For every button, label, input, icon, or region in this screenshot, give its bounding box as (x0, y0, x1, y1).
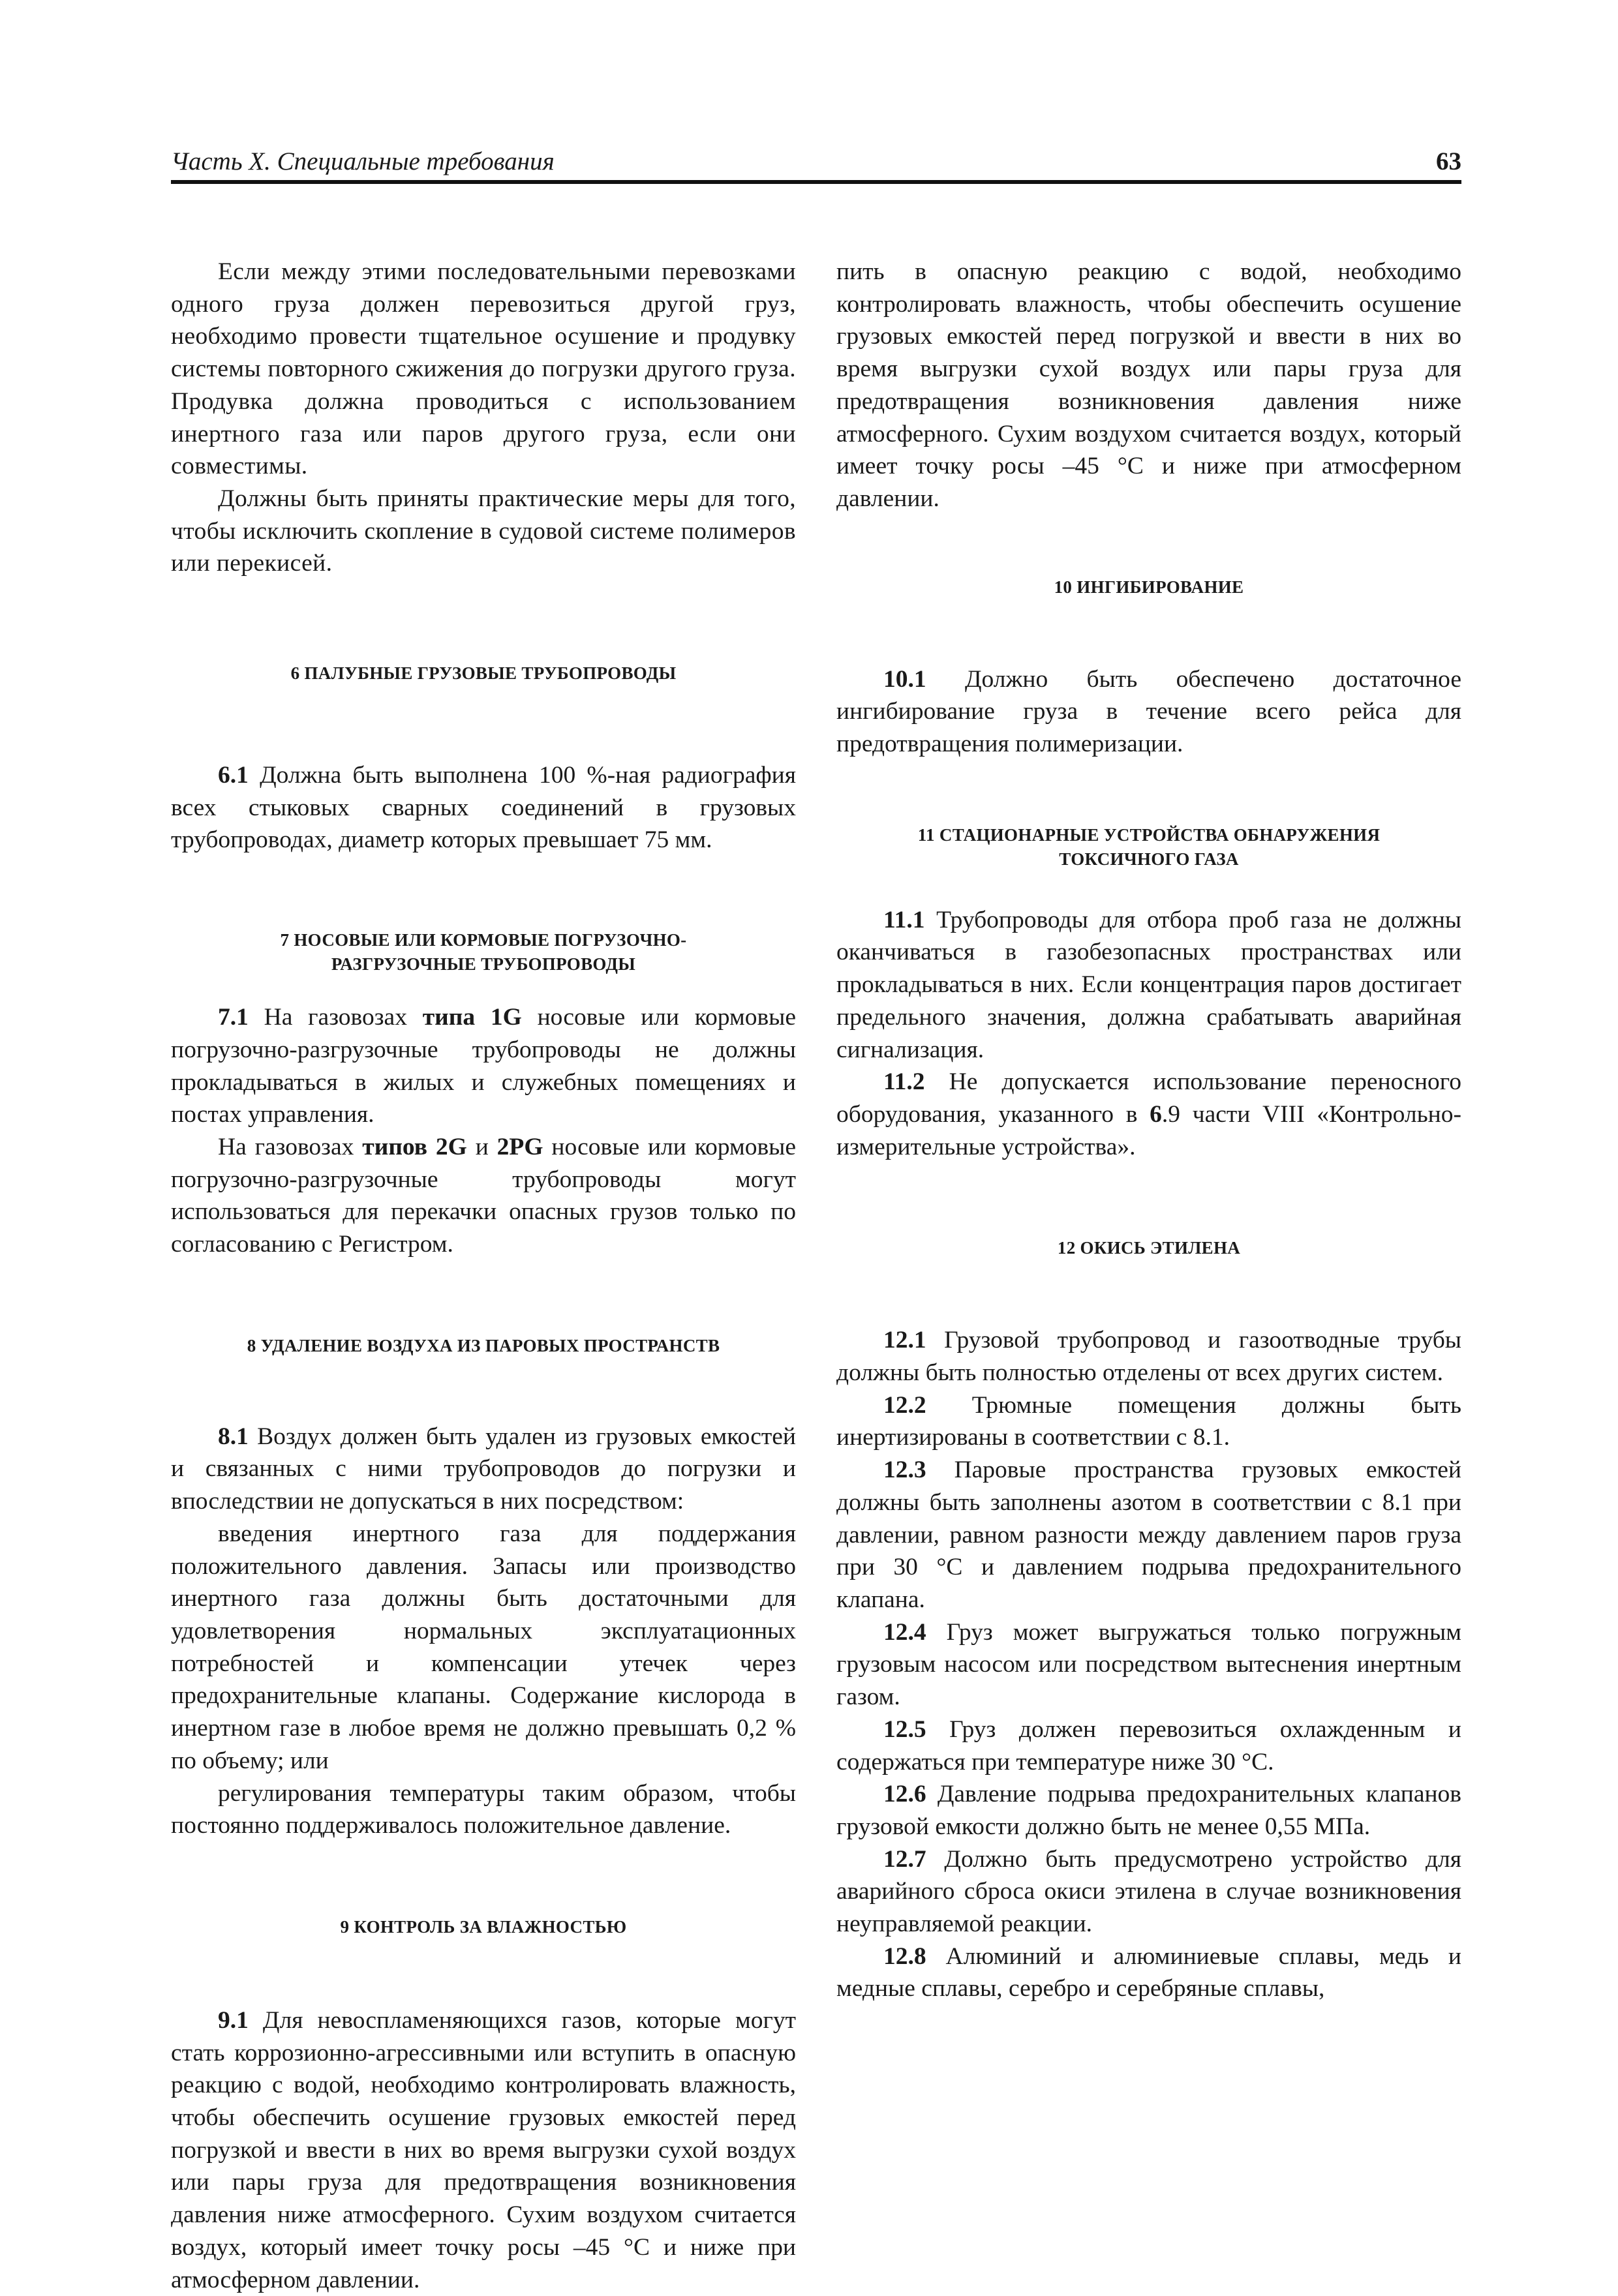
list-item: 12.7 Должно быть предусмотрено устройство для аварийного сброса окиси этилена в случае возникновения неуправляемой реакции. (836, 1845, 1461, 1938)
paragraph: 10.1 Должно быть обеспечено достаточное ингибирование груза в течение всего рейса для предотвращения полимеризации. (836, 665, 1461, 758)
section-heading: 11 СТАЦИОНАРНЫЕ УСТРОЙСТВА ОБНАРУЖЕНИЯ ТОКСИЧНОГО ГАЗА (917, 824, 1381, 869)
section-heading: 7 НОСОВЫЕ ИЛИ КОРМОВЫЕ ПОГРУЗОЧНО- РАЗГРУЗОЧНЫЕ ТРУБОПРОВОДЫ (280, 930, 687, 974)
running-header (171, 145, 1461, 184)
paragraph: На газовозах типов 2G и 2PG носовые или кормовые погрузочно-разгрузочные трубопроводы могут использоваться для перекачки опасных грузов только по согласованию с Регистром. (171, 1133, 796, 1258)
list-item: 12.4 Груз может выгружаться только погружным грузовым насосом или посредством вытеснения инертным газом. (836, 1618, 1461, 1711)
list-item: 12.2 Трюмные помещения должны быть инертизированы в соответствии с 8.1. (836, 1391, 1461, 1451)
paragraph: Должны быть приняты практические меры для того, чтобы исключить скопление в судовой системе полимеров или перекисей. (171, 485, 796, 577)
paragraph: 8.1 Воздух должен быть удален из грузовых емкостей и связанных с ними трубопроводов до погрузки и впоследствии не допускаться в них посредством: (171, 1423, 796, 1515)
paragraph: 11.2 Не допускается использование переносного оборудования, указанного в 6.9 части VIII «Контрольно-измерительные устройства». (836, 1068, 1461, 1160)
section-heading: 12 ОКИСЬ ЭТИЛЕНА (1057, 1238, 1241, 1258)
paragraph: 11.1 Трубопроводы для отбора проб газа не должны оканчиваться в газобезопасных пространствах или прокладываться в них. Если концентрация паров достигает предельного значения, должна срабатывать аварийная сигнализация. (836, 906, 1461, 1063)
running-title: Часть X. Специальные требования (171, 147, 555, 175)
section-12-items (836, 1324, 1461, 2005)
list-item: 12.8 Алюминий и алюминиевые сплавы, медь и медные сплавы, серебро и серебряные сплавы, (836, 1942, 1461, 2002)
paragraph: 7.1 На газовозах типа 1G носовые или кормовые погрузочно-разгрузочные трубопроводы не должны прокладываться в жилых и служебных помещениях и постах управления. (171, 1004, 796, 1128)
page-number: 63 (1436, 147, 1461, 175)
list-item: 12.3 Паровые пространства грузовых емкостей должны быть заполнены азотом в соответствии с 8.1 при давлении, равном разности между давлением паров груза при 30 °С и давлением подрыва предохранительного клапана. (836, 1457, 1461, 1613)
paragraph: 6.1 Должна быть выполнена 100 %-ная радиография всех стыковых сварных соединений в грузовых трубопроводах, диаметр которых превышает 75 мм. (171, 762, 796, 854)
list-item: 12.1 Грузовой трубопровод и газоотводные трубы должны быть полностью отделены от всех других систем. (836, 1327, 1461, 1387)
paragraph: пить в опасную реакцию с водой, необходимо контролировать влажность, чтобы обеспечить осушение грузовых емкостей перед погрузкой и ввести в них во время выгрузки сухой воздух или пары груза для предотвращения возникновения давления ниже атмосферного. Сухим воздухом считается воздух, который имеет точку росы –45 °С и ниже при атмосферном давлении. (836, 258, 1461, 512)
section-heading: 8 УДАЛЕНИЕ ВОЗДУХА ИЗ ПАРОВЫХ ПРОСТРАНСТВ (247, 1335, 720, 1355)
left-column (171, 256, 796, 2293)
paragraph: введения инертного газа для поддержания положительного давления. Запасы или производство инертного газа должны быть достаточными для удовлетворения нормальных эксплуатационных потребностей и компенсации утечек через предохранительные клапаны. Содержание кислорода в инертном газе в любое время не должно превышать 0,2 % по объему; или (171, 1520, 796, 1774)
right-column (836, 256, 1461, 2005)
paragraph: 9.1 Для невоспламеняющихся газов, которые могут стать коррозионно-агрессивными или вступить в опасную реакцию с водой, необходимо контролировать влажность, чтобы обеспечить осушение грузовых емкостей перед погрузкой и ввести в них во время выгрузки сухой воздух или пары груза для предотвращения возникновения давления ниже атмосферного. Сухим воздухом считается воздух, который имеет точку росы –45 °С и ниже при атмосферном давлении. (171, 2006, 796, 2293)
section-heading: 9 КОНТРОЛЬ ЗА ВЛАЖНОСТЬЮ (340, 1916, 627, 1937)
section-heading: 6 ПАЛУБНЫЕ ГРУЗОВЫЕ ТРУБОПРОВОДЫ (290, 663, 677, 684)
paragraph: регулирования температуры таким образом, чтобы постоянно поддерживалось положительное давление. (171, 1779, 796, 1839)
list-item: 12.5 Груз должен перевозиться охлажденным и содержаться при температуре ниже 30 °С. (836, 1715, 1461, 1775)
section-heading: 10 ИНГИБИРОВАНИЕ (1054, 577, 1244, 597)
list-item: 12.6 Давление подрыва предохранительных клапанов грузовой емкости должно быть не менее 0,55 МПа. (836, 1781, 1461, 1840)
paragraph: Если между этими последовательными перевозками одного груза должен перевозиться другой груз, необходимо провести тщательное осушение и продувку системы повторного сжижения до погрузки другого груза. Продувка должна проводиться с использованием инертного газа или паров другого груза, если они совместимы. (171, 258, 796, 480)
